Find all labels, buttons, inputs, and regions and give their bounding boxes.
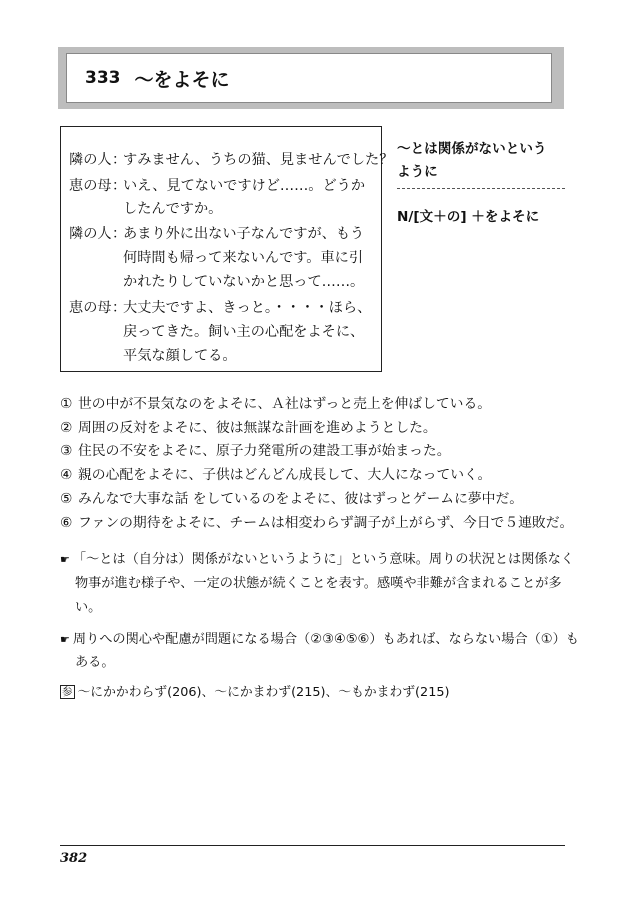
example-sentence: ① 世の中が不景気なのをよそに、Ａ社はずっと売上を伸ばしている。 <box>60 396 492 412</box>
meaning-line: ように <box>397 164 438 180</box>
reference-line <box>60 681 449 700</box>
dialog-box <box>60 126 394 372</box>
dialog-line: したんですか。 <box>123 201 223 217</box>
example-sentence: ⑥ ファンの期待をよそに、チームは相変わらず調子が上がらず、今日で５連敗だ。 <box>60 515 574 531</box>
entry-number: 333 <box>85 68 121 88</box>
dialog-line: 何時間も帰って来ないんです。車に引 <box>123 250 364 266</box>
usage-note-line: ある。 <box>75 655 115 670</box>
example-sentence: ③ 住民の不安をよそに、原子力発電所の建設工事が始まった。 <box>60 443 451 459</box>
pointer-icon: ☛ <box>60 553 70 566</box>
dialog-speaker: 隣の人 <box>69 226 112 242</box>
usage-note-line: い。 <box>75 600 102 615</box>
usage-note: ☛ 「～とは（自分は）関係がないというように」という意味。周りの状況とは関係なく <box>60 552 574 567</box>
entry-title: ～をよそに <box>134 68 230 91</box>
usage-note-line: 物事が進む様子や、一定の状態が続くことを表す。感嘆や非難が含まれることが多 <box>75 576 562 591</box>
example-sentence: ② 周囲の反対をよそに、彼は無謀な計画を進めようとした。 <box>60 420 437 436</box>
dialog-colon: ： <box>112 178 127 194</box>
dialog-speaker: 恵の母 <box>69 178 112 194</box>
pointer-icon: ☛ <box>60 633 70 646</box>
usage-note: ☛ 周りへの関心や配慮が問題になる場合（②③④⑤⑥）もあれば、ならない場合（①）も <box>60 632 579 647</box>
example-sentence: ④ 親の心配をよそに、子供はどんどん成長して、大人になっていく。 <box>60 467 492 483</box>
dialog-line: いえ、見てないですけど……。どうか <box>123 178 366 194</box>
entry-header <box>58 47 564 109</box>
example-sentence: ⑤ みんなで大事な話 をしているのをよそに、彼はずっとゲームに夢中だ。 <box>60 491 524 507</box>
dialog-speaker: 恵の母 <box>69 300 112 316</box>
dialog-line: すみません、うちの猫、見ませんでした？ <box>123 152 394 168</box>
dialog-line: 大丈夫ですよ、きっと。・・・・ほら、 <box>123 300 372 316</box>
reference-label: 参 <box>62 686 73 698</box>
meaning-line: ～とは関係がないという <box>397 141 547 157</box>
dialog-colon: ： <box>112 152 127 168</box>
dialog-line: かれたりしていないかと思って……。 <box>123 274 365 290</box>
page-number: 382 <box>60 851 88 866</box>
dialog-line: 平気な顔してる。 <box>123 348 237 364</box>
divider <box>397 188 565 189</box>
dialog-colon: ： <box>112 300 127 316</box>
entry-header-box <box>66 53 552 103</box>
footer-rule <box>60 845 565 846</box>
dialog-speaker: 隣の人 <box>69 152 112 168</box>
grammar-pattern: N/[文＋の] ＋をよそに <box>397 209 540 225</box>
dialog-line: 戻ってきた。飼い主の心配をよそに、 <box>123 324 365 340</box>
reference-text: ～にかかわらず(206)、～にかまわず(215)、～もかまわず(215) <box>77 685 450 700</box>
dialog-colon: ： <box>112 226 127 242</box>
dialog-line: あまり外に出ない子なんですが、もう <box>123 226 365 242</box>
